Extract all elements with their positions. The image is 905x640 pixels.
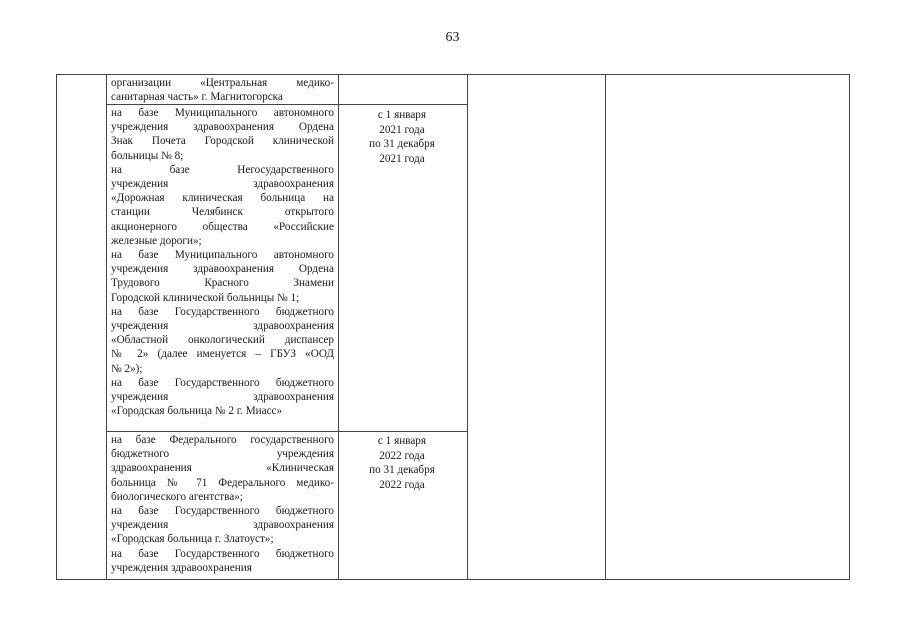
period-line: 2021 года [379,152,425,165]
period-line: с 1 января [377,435,427,447]
text-line: Городской клинической больницы № 1; [111,291,300,304]
period-line: 2021 года [379,123,425,136]
text-line: на базе Муниципального автономного [111,107,334,119]
document-table [56,74,850,580]
text-line: «Областной онкологический диспансер [111,334,334,347]
column-divider-4 [605,75,606,579]
text-line: учреждения здравоохранения [111,320,334,333]
text-line: учреждения здравоохранения Ордена [111,263,334,276]
text-line: здравоохранения «Клиническая [111,462,334,475]
text-line: на базе Муниципального автономного [111,249,334,262]
text-line: на базе Государственного бюджетного [111,505,334,518]
text-line: на базе Государственного бюджетного [111,547,334,560]
text-line: «Городская больница г. Златоуст»; [111,533,274,546]
period-line: по 31 декабря [369,464,435,476]
text-line: учреждения здравоохранения [111,561,252,574]
row-3-description [111,433,334,575]
row-2-description [111,106,334,418]
text-line: на базе Государственного бюджетного [111,305,334,318]
period-line: по 31 декабря [369,138,435,150]
text-line: больницы № 8; [111,149,184,162]
text-line: на базе Негосударственного [111,163,334,176]
page-number: 63 [445,30,460,45]
text-line: учреждения здравоохранения Ордена [111,121,334,134]
period-line: 2022 года [379,449,425,462]
text-line: железные дороги»; [111,234,202,247]
text-line: «Городская больница № 2 г. Миасс» [111,405,283,418]
period-line: 2022 года [379,478,425,491]
period-line: с 1 января [377,109,427,121]
column-divider-1 [106,75,107,579]
text-line: учреждения здравоохранения [111,178,334,191]
text-line: № 2» (далее именуется – ГБУЗ «ООД [111,348,334,361]
text-line: № 2»); [111,362,143,375]
text-line: учреждения здравоохранения [111,391,334,404]
row-3-period [340,434,464,492]
text-line: на базе Федерального государственного [111,434,334,446]
text-line: больница № 71 Федерального медико- [111,476,334,489]
row-2-period [340,108,464,166]
column-divider-3 [467,75,468,579]
row-1-description [111,76,334,104]
text-line: учреждения здравоохранения [111,519,334,532]
text-line: Знак Почета Городской клинической [111,135,334,148]
text-line: организации «Центральная медико- [111,77,334,89]
text-line: на базе Государственного бюджетного [111,376,334,389]
text-line: станции Челябинск открытого [111,206,334,219]
text-line: Трудового Красного Знамени [111,277,334,290]
text-line: санитарная часть» г. Магнитогорска [111,91,283,104]
text-line: бюджетного учреждения [111,448,334,461]
text-line: акционерного общества «Российские [111,220,334,233]
column-divider-2 [338,75,339,579]
text-line: «Дорожная клиническая больница на [111,192,334,205]
text-line: биологического агентства»; [111,490,243,503]
row-divider-2 [106,431,467,432]
